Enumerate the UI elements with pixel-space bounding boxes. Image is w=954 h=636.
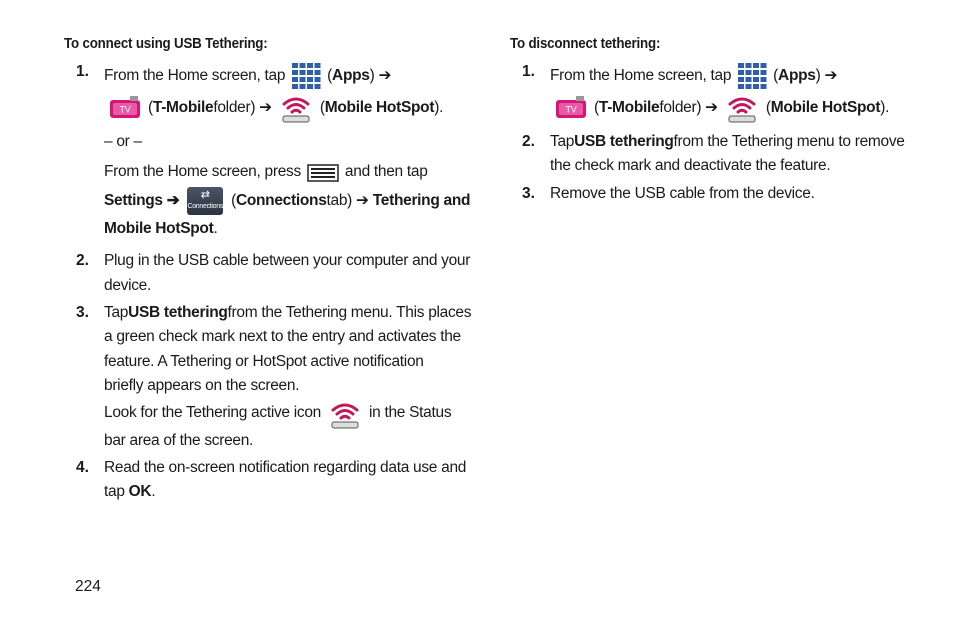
or-separator: – or – <box>104 133 142 150</box>
ok-label: OK <box>128 483 152 501</box>
usb-tethering-label: USB tethering <box>128 304 228 322</box>
tmobile-label: T-Mobile <box>152 98 214 116</box>
hotspot-label: Mobile HotSpot <box>324 98 435 116</box>
page-number: 224 <box>75 578 101 595</box>
disconnect-step-1: 1. From the Home screen, tap ( Apps ) ➔ TV ( T-Mobile folder) ➔ ( Mobile HotSpot ). <box>510 60 910 124</box>
tmobile-label: T-Mobile <box>598 98 660 116</box>
apps-grid-icon <box>737 62 767 90</box>
swap-arrows-icon: ⇄ <box>200 188 210 201</box>
apps-label: Apps <box>778 66 816 84</box>
tmobile-tv-folder-icon <box>554 96 588 120</box>
apps-grid-icon <box>291 62 321 90</box>
connect-step-1: 1. From the Home screen, tap ( Apps ) ➔ TV ( T-Mobile folder) ➔ ( Mobile HotSpot ). – or – From the Home screen, press and then tap Settings ➔ ⇄ Connections ( Connections tab) ➔ Tethering and Mobile HotSpot. <box>64 60 464 241</box>
connect-step-2: 2. Plug in the USB cable between your computer and your device. <box>76 252 471 294</box>
connections-label: Connections <box>235 191 327 209</box>
connect-step-4: 4. Read the on-screen notification regarding data use and tap OK. <box>76 459 467 501</box>
tethering-hotspot-label: Mobile HotSpot <box>104 219 214 237</box>
step-number: 1. <box>76 63 89 80</box>
svg-text:TV: TV <box>565 104 577 115</box>
connect-heading: To connect using USB Tethering: <box>64 36 268 52</box>
svg-text:TV: TV <box>119 104 131 115</box>
connections-tab-icon: ⇄ Connections <box>187 187 223 215</box>
right-column <box>510 36 910 206</box>
mobile-hotspot-icon <box>726 93 758 123</box>
left-column <box>64 36 472 505</box>
disconnect-heading: To disconnect tethering: <box>510 36 661 52</box>
settings-label: Settings <box>104 191 163 209</box>
apps-label: Apps <box>332 66 370 84</box>
hotspot-label: Mobile HotSpot <box>770 98 881 116</box>
tmobile-tv-folder-icon <box>108 96 142 120</box>
disconnect-step-3: 3. Remove the USB cable from the device. <box>522 184 815 202</box>
connect-step-3: 3. Tap USB tethering from the Tethering menu. This places a green check mark next to the entry and activates the feature. A Tethering or HotSpot active notification briefly appears on the screen. Look for the Tethering active icon in the Status bar area of the screen. <box>64 301 464 453</box>
menu-key-icon <box>307 164 339 182</box>
usb-tethering-label: USB tethering <box>574 133 674 150</box>
tethering-active-icon <box>329 399 361 429</box>
mobile-hotspot-icon <box>280 93 312 123</box>
disconnect-step-2: 2. Tap USB tethering from the Tethering menu to remove the check mark and deactivate the feature. <box>510 130 910 179</box>
